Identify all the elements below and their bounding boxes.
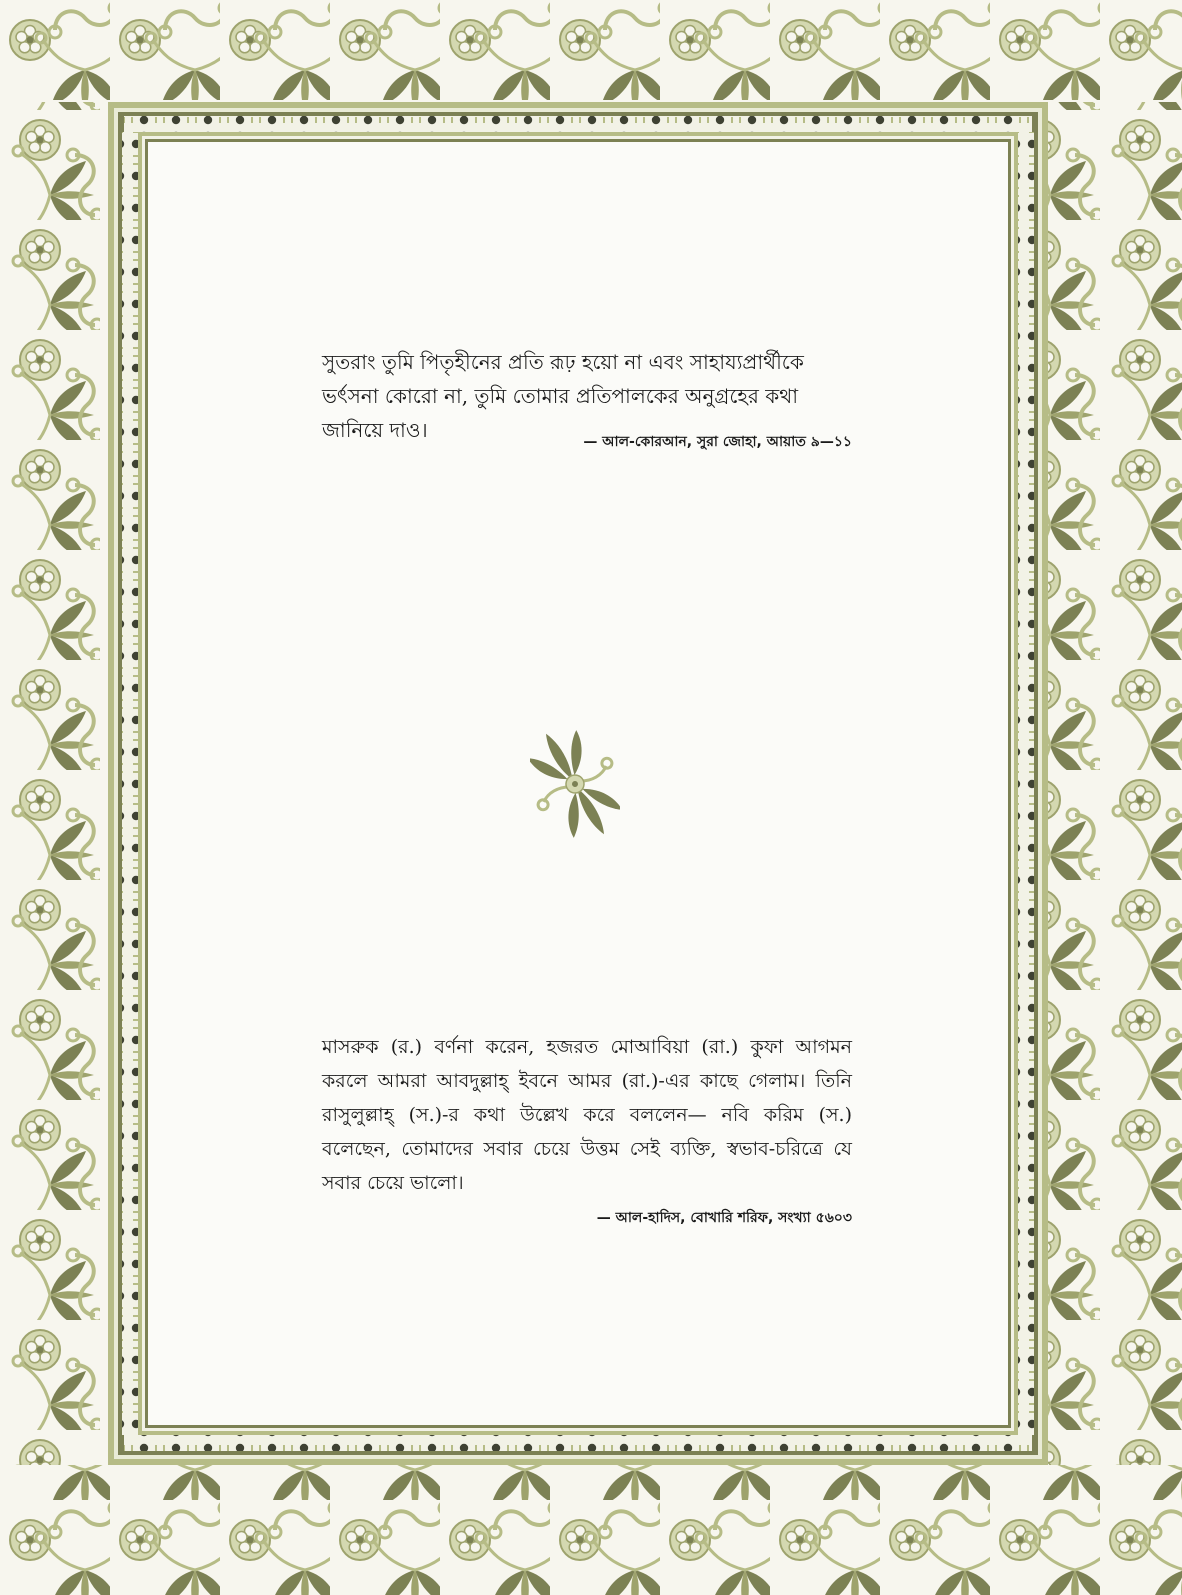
hadith-source: — আল-হাদিস, বোখারি শরিফ, সংখ্যা ৫৬০৩ xyxy=(596,1210,852,1226)
quran-quote: সুতরাং তুমি পিতৃহীনের প্রতি রূঢ় হয়ো না এবং সাহায্যপ্রার্থীকে ভর্ৎসনা কোরো না, তুমি তোমার প্রতিপালকের অনুগ্রহের কথা জানিয়ে দাও। xyxy=(322,350,804,442)
quran-source: — আল-কোরআন, সুরা জোহা, আয়াত ৯—১১ xyxy=(583,434,852,450)
fleuron-icon xyxy=(530,722,620,847)
hadith-quote: মাসরুক (র.) বর্ণনা করেন, হজরত মোআবিয়া (রা.) কুফা আগমন করলে আমরা আবদুল্লাহ্ ইবনে আমর (রা.)-এর কাছে গেলাম। তিনি রাসুলুল্লাহ্ (স.)-র কথা উল্লেখ করে বললেন— নবি করিম (স.) বলেছেন, তোমাদের সবার চেয়ে উত্তম সেই ব্যক্তি, স্বভাব-চরিত্রে যে সবার চেয়ে ভালো। xyxy=(322,1036,852,1194)
